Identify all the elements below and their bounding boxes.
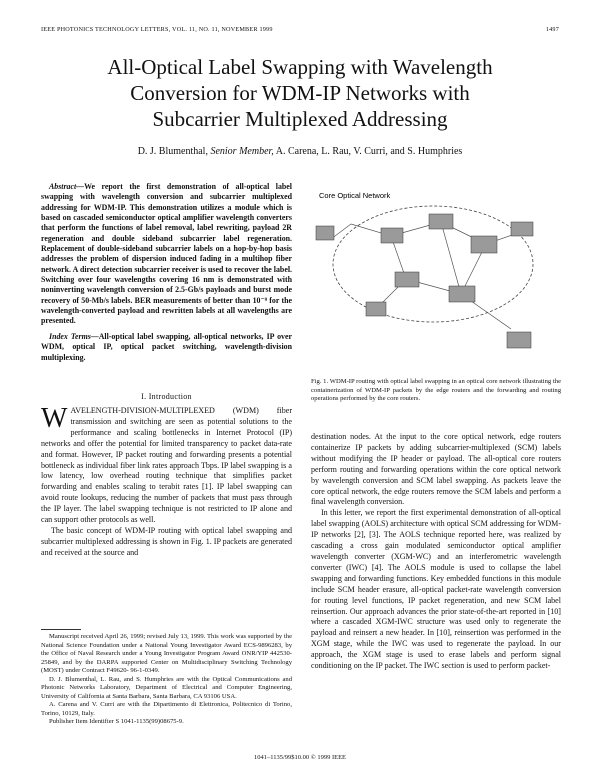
footnote: A. Carena and V. Curri are with the Dipartimento di Elettronica, Politecnico di Torino, Torino, 10129, Italy. — [41, 701, 292, 717]
figure-1 — [311, 184, 561, 374]
core-router — [429, 214, 453, 229]
footnote: Manuscript received April 26, 1999; revised July 13, 1999. This work was supported by the National Science Foundation under a National Young Investigator Award ECS-9896283, by the Office of Naval Research under a Young Investigator Program Award ONR/YIP 442530-25849, and by the DARPA supported Center on Multidisciplinary Switching Technology (MOST) under Contract F49620- 96-1-0349. — [41, 633, 292, 674]
body-paragraph: In this letter, we report the first experimental demonstration of all-optical label swapping (AOLS) architecture with optical SCM addressing for WDM-IP networks [2], [3]. The AOLS technique reported here, was realized by cascading a cross gain modulated semiconductor optical amplifier wavelength converter (XGM-WC) and an interferometric wavelength converter (IWC) [4]. The AOLS module is used to collapse the label swapping and forwarding functions. Key embedded functions in this module include SCM header erasure, all-optical packet-rate wavelength conversion for routing level functions, IP packet regeneration, and new SCM label reinsertion. Our approach advances the prior state-of-the-art reported in [10] where a cascaded XGM-IWC structure was used only to regenerate the payload and reinsert a new header. In [10], reinsertion was performed in the XGM stage, while the IWC was used to regenerate the payload. In our approach, the XGM stage is used to erase labels and perform signal conditioning on the IP packet. The IWC section is used to perform packet- — [311, 508, 561, 671]
page-number: 1497 — [545, 26, 559, 33]
core-router — [449, 286, 475, 302]
abstract-label: Abstract— — [49, 182, 85, 191]
dropcap: W — [41, 403, 68, 434]
index-terms-label: Index Terms— — [49, 331, 99, 341]
footnotes — [41, 633, 292, 727]
intro-paragraph: The basic concept of WDM-IP routing with optical label swapping and subcarrier multiplexed addressing is shown in Fig. 1. IP packets are generated and received at the source and — [41, 525, 292, 557]
network-diagram — [311, 184, 561, 374]
index-terms-text: All-optical label swapping, all-optical networks, IP over WDM, optical IP, optical packet switching, wavelength-division multiplexing. — [41, 331, 292, 362]
paper-title — [40, 54, 560, 132]
running-head: IEEE PHOTONICS TECHNOLOGY LETTERS, VOL. 11, NO. 11, NOVEMBER 1999 — [41, 26, 273, 33]
footnote: D. J. Blumenthal, L. Rau, and S. Humphries are with the Optical Communications and Photonic Networks Laboratory, Department of Electrical and Computer Engineering, University of California at Santa Barbara, Santa Barbara, CA 93106 USA. — [41, 675, 292, 700]
right-column-body — [311, 432, 561, 672]
core-router — [395, 272, 419, 287]
network-label: Core Optical Network — [319, 191, 391, 200]
author-rest: A. Carena, L. Rau, V. Curri, and S. Humphries — [275, 146, 463, 157]
author-first: D. J. Blumenthal, — [137, 146, 208, 157]
footnote: Publisher Item Identifier S 1041-1135(99)08675-9. — [49, 718, 184, 725]
intro-paragraph: AVELENGTH-DIVISION-MULTIPLEXED (WDM) fiber transmission and switching are seen as potential solutions to the performance and scaling bottlenecks in Internet Protocol (IP) networks and offer the potential for limited transparency to packet data-rate and format. However, IP packet routing and forwarding presents a potential bottleneck as individual fiber link rates approach Tbps. IP label swapping is a low latency, low overhead routing technique that simplifies packet forwarding and enables scaling to terabit rates [1]. IP label swapping can avoid route lookups, reducing the number of packets that must pass through the IP layer. The label swapping technique is not restricted to IP alone and can support other protocols as well. — [41, 406, 292, 525]
edge-router — [316, 226, 334, 240]
title-line: All-Optical Label Swapping with Wavelength — [107, 55, 493, 79]
author-list — [40, 146, 560, 157]
body-paragraph: destination nodes. At the input to the core optical network, edge routers containerize IP packets by adding subcarrier-multiplexed (SCM) labels without modifying the IP header or payload. The all-optical core routers perform routing and forwarding operations within the core optical network by wavelength conversion and SCM label swapping. As packets leave the core optical network, the edge routers remove the SCM labels and perform a final wavelength conversion. — [311, 432, 561, 507]
copyright-line: 1041–1135/99$10.00 © 1999 IEEE — [253, 754, 347, 761]
core-router — [381, 228, 403, 243]
section-heading: I. Introduction — [141, 392, 192, 401]
core-router — [471, 236, 497, 253]
title-line: Conversion for WDM-IP Networks with — [130, 81, 470, 105]
edge-router — [366, 302, 386, 316]
abstract — [41, 182, 292, 363]
routers — [316, 214, 533, 348]
intro-body — [41, 403, 292, 559]
edge-router — [511, 222, 533, 236]
footnote-rule — [41, 629, 81, 630]
title-line: Subcarrier Multiplexed Addressing — [152, 107, 448, 131]
figure-caption: Fig. 1. WDM-IP routing with optical label swapping in an optical core network illustrating the containerization of WDM-IP packets by the edge routers and the forwarding and routing operations performed by the core routers. — [311, 378, 561, 403]
abstract-text: We report the first demonstration of all-optical label swapping with wavelength conversion and subcarrier multiplexed addressing for WDM-IP. This demonstration utilizes a module which is based on cascaded semiconductor optical amplifier wavelength converters that perform the functions of label removal, label rewriting, payload 2R regeneration and double sideband subcarrier label regeneration. Replacement of double-sideband subcarrier labels on a hop-by-hop basis addresses the problem of dispersion induced fading in a multihop fiber network. A direct detection subcarrier receiver is used to recover the label. Switching over four wavelengths covering 16 nm is demonstrated with noninverting wavelength conversion of 2.5-Gb/s payloads and burst mode recovery of 50-Mb/s labels. BER measurements of better than 10⁻⁹ for the wavelength-converted payload and rewritten labels at all wavelengths are presented. — [41, 182, 292, 326]
edge-router — [507, 332, 531, 348]
author-membership: Senior Member, — [210, 146, 274, 157]
